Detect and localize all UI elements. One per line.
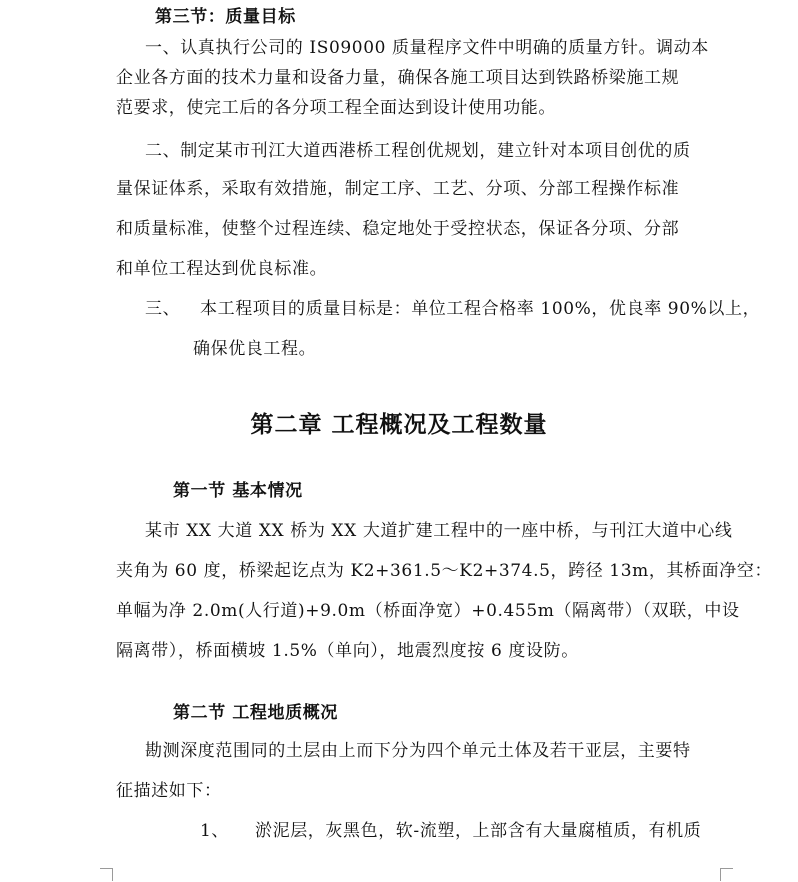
page-margin-marker xyxy=(720,868,733,881)
paragraph-line: 隔离带），桥面横坡 1.5%（单向），地震烈度按 6 度设防。 xyxy=(116,641,579,661)
paragraph-line: 夹角为 60 度，桥梁起讫点为 K2+361.5～K2+374.5，跨径 13m，其桥面净空： xyxy=(116,561,773,581)
section-heading-quality-goals: 第三节：质量目标 xyxy=(155,7,296,27)
paragraph-line: 企业各方面的技术力量和设备力量，确保各施工项目达到铁路桥梁施工规 xyxy=(116,68,680,88)
paragraph-line: 和单位工程达到优良标准。 xyxy=(116,259,328,279)
chapter-title: 第二章 工程概况及工程数量 xyxy=(250,412,548,438)
paragraph-line: 二、制定某市刊江大道西港桥工程创优规划，建立针对本项目创优的质 xyxy=(145,141,691,161)
paragraph-line: 量保证体系，采取有效措施，制定工序、工艺、分项、分部工程操作标准 xyxy=(116,179,680,199)
paragraph-line: 某市 XX 大道 XX 桥为 XX 大道扩建工程中的一座中桥，与刊江大道中心线 xyxy=(145,521,733,541)
list-marker: 1、 xyxy=(200,821,230,841)
list-marker: 三、 xyxy=(145,299,181,319)
paragraph-line: 本工程项目的质量目标是：单位工程合格率 100%，优良率 90%以上， xyxy=(200,299,761,319)
paragraph-line: 范要求，使完工后的各分项工程全面达到设计使用功能。 xyxy=(116,98,556,118)
page-margin-marker xyxy=(100,868,113,881)
paragraph-line: 单幅为净 2.0m(人行道)+9.0m（桥面净宽）+0.455m（隔离带）（双联，中设 xyxy=(116,601,740,621)
paragraph-line: 和质量标准，使整个过程连续、稳定地处于受控状态，保证各分项、分部 xyxy=(116,219,680,239)
paragraph-line: 勘测深度范围同的土层由上而下分为四个单元土体及若干亚层，主要特 xyxy=(145,741,691,761)
paragraph-line: 淤泥层，灰黑色，软-流塑，上部含有大量腐植质，有机质 xyxy=(255,821,702,841)
section-heading-basic-info: 第一节 基本情况 xyxy=(173,481,303,501)
paragraph-line: 确保优良工程。 xyxy=(193,339,317,359)
paragraph-line: 一、认真执行公司的 IS09000 质量程序文件中明确的质量方针。调动本 xyxy=(145,38,709,58)
paragraph-line: 征描述如下： xyxy=(116,781,222,801)
section-heading-geology: 第二节 工程地质概况 xyxy=(173,703,338,723)
